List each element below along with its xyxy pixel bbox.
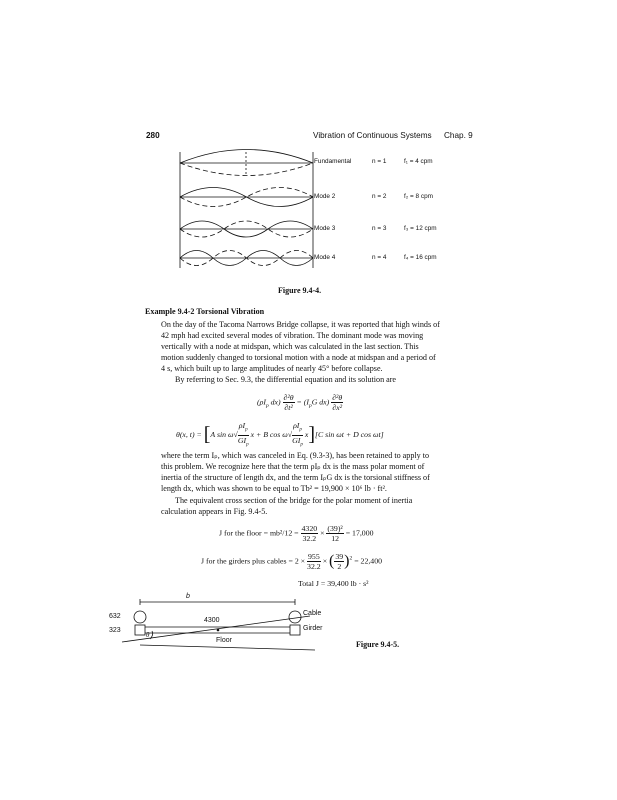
mode-2-name: Mode 2	[314, 193, 336, 200]
para1-line3: vertically with a node at midspan, which was calculated in the last section. This	[161, 342, 419, 351]
label-floor: Floor	[216, 637, 232, 644]
center-dot	[217, 629, 219, 631]
solution-equation: θ(x, t) = [A sin ω√ $\frac{\rho I_p}{GI_p}$ x + B cos ω√ $\frac{\rho I_p}{GI_p}$ x][C sin ωt + D cos ωt]	[176, 421, 384, 448]
mode-1-curve-lower	[180, 163, 313, 176]
mode-1-name: Fundamental	[314, 158, 352, 165]
mode-3-name: Mode 3	[314, 225, 336, 232]
para1-line4: motion suddenly changed to torsional motion with a node at midspan and a period of	[161, 353, 436, 362]
label-323: 323	[109, 627, 121, 634]
mode-2-n: n = 2	[372, 193, 387, 200]
eq-floor-den1: 32.2	[302, 534, 317, 543]
para2: By referring to Sec. 9.3, the differential equation and its solution are	[175, 375, 397, 384]
figure-944-caption: Figure 9.4-4.	[278, 286, 322, 295]
para3-line4: length dx, which was shown to be equal to Tb² = 19,900 × 10⁶ lb · ft².	[161, 484, 387, 493]
para1-line1: On the day of the Tacoma Narrows Bridge collapse, it was reported that high winds of	[161, 320, 440, 329]
label-theta: θ	[146, 631, 150, 639]
para4-line2: calculation appears in Fig. 9.4-5.	[161, 507, 268, 516]
mode-2-f: f₂ = 8 cpm	[404, 193, 433, 200]
girder-right	[290, 625, 300, 635]
eq-girders-num1: 955	[308, 552, 320, 561]
eq-floor-result: = 17,000	[345, 528, 374, 538]
para4-line1: The equivalent cross section of the bridge for the polar moment of inertia	[175, 496, 413, 505]
para3-line2: this problem. We recognize here that the term ρIₚ dx is the mass polar moment of	[161, 462, 425, 471]
eq-girders-result: = 22,400	[354, 556, 382, 566]
label-4300: 4300	[204, 617, 220, 624]
label-girder: Girder	[303, 625, 323, 632]
rotated-line-2	[140, 645, 315, 650]
figure-945-caption: Figure 9.4-5.	[356, 640, 400, 649]
mode-4-name: Mode 4	[314, 254, 336, 261]
para3-line3: inertia of the structure of length dx, and the term IₚG dx is the torsional stiffness of	[161, 473, 430, 482]
para3-line1: where the term Iₚ, which was canceled in Eq. (9.3-3), has been retained to apply to	[161, 451, 429, 460]
eq-girders-paren: 39	[335, 552, 344, 561]
mode-4-n: n = 4	[372, 254, 387, 261]
page-number: 280	[146, 131, 160, 140]
chapter-label: Chap. 9	[444, 131, 473, 140]
mode-4-f: f₄ = 16 cpm	[404, 254, 437, 261]
label-b: b	[186, 593, 190, 600]
eq-floor	[219, 524, 374, 543]
eq-girders-times: ×	[322, 556, 328, 566]
mode-1-f: f₁ = 4 cpm	[404, 158, 433, 165]
eq-girders: J for the girders plus cables = 2 × $\frac{955}{32.2}$ × ( $\frac{39}{2}$ )$^2$ = 22,400	[201, 552, 382, 571]
label-632: 632	[109, 613, 121, 620]
differential-equation: ($\rho I_p$ dx) $\frac{\text{∂²θ}}{\text{∂t²}}$ = ($I_pG$ dx) $\frac{\text{∂²θ}}{\text{∂x²}}$	[257, 393, 343, 412]
eq-floor-num1: 4320	[301, 524, 318, 533]
mode-1-n: n = 1	[372, 158, 387, 165]
eq-floor-den2: 12	[331, 534, 339, 543]
eq-floor-num2: (39)²	[327, 524, 343, 533]
mode-1-curve-upper	[180, 150, 313, 164]
example-heading: Example 9.4-2 Torsional Vibration	[145, 307, 265, 316]
cable-right	[289, 611, 301, 623]
mode-3-n: n = 3	[372, 225, 387, 232]
eq-girders-lhs: J for the girders plus cables = 2 ×	[201, 556, 306, 566]
para1-line5: 4 s, which built up to large amplitudes of nearly 45° before collapse.	[161, 364, 383, 373]
eq-floor-times: ×	[320, 528, 325, 538]
mode-3-f: f₃ = 12 cpm	[404, 225, 437, 232]
label-cable: Cable	[303, 610, 322, 617]
cable-left	[134, 611, 146, 623]
para1-line2: 42 mph had excited several modes of vibration. The dominant mode was moving	[161, 331, 424, 340]
eq-floor-lhs: J for the floor = mb²/12 =	[219, 528, 299, 538]
total-j: Total J = 39,400 lb · s²	[298, 579, 369, 588]
eq-girders-den1: 32.2	[307, 562, 321, 571]
girder-left	[135, 625, 145, 635]
figure-mode-shapes	[170, 148, 320, 273]
eq-girders-paren-den: 2	[337, 562, 342, 571]
running-title: Vibration of Continuous Systems	[313, 131, 432, 140]
